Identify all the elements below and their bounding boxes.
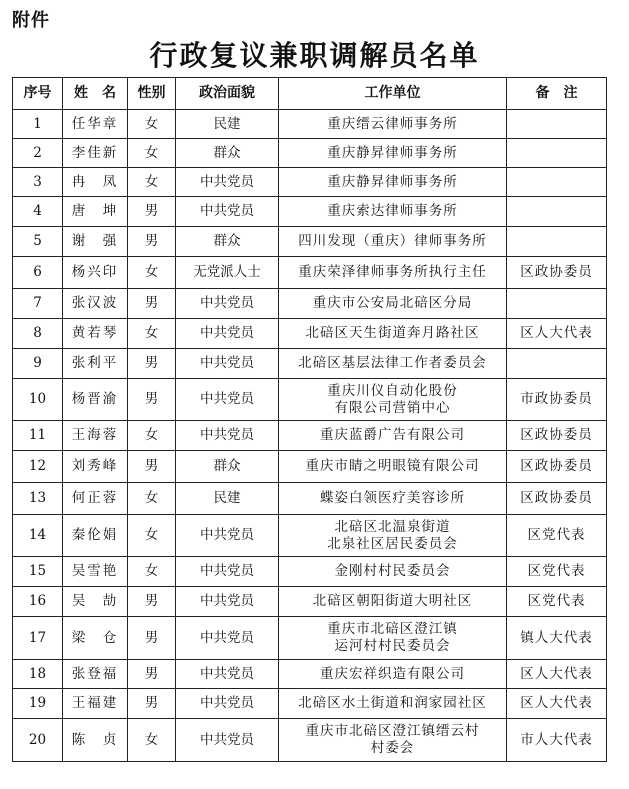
work-unit-line: 重庆市睛之明眼镜有限公司 (305, 458, 480, 474)
cell-work-unit (279, 168, 507, 197)
table-row (13, 110, 607, 139)
table-row (13, 139, 607, 168)
cell-remarks (507, 349, 607, 379)
cell-gender: 女 (128, 319, 176, 349)
cell-serial-number: 8 (13, 319, 63, 349)
table-row (13, 227, 607, 257)
cell-gender: 男 (128, 617, 176, 660)
cell-name: 杨晋渝 (63, 379, 128, 421)
table-row (13, 587, 607, 617)
cell-political-status: 中共党员 (176, 557, 279, 587)
cell-political-status: 中共党员 (176, 168, 279, 197)
cell-political-status: 群众 (176, 227, 279, 257)
work-unit-line: 四川发现（重庆）律师事务所 (298, 233, 487, 249)
cell-serial-number: 11 (13, 421, 63, 451)
cell-political-status: 中共党员 (176, 689, 279, 719)
work-unit-line: 重庆市北碚区澄江镇缙云村 (305, 723, 480, 739)
cell-gender: 男 (128, 379, 176, 421)
table-row (13, 483, 607, 515)
header-name: 姓 名 (63, 78, 128, 110)
header-serial-number: 序号 (13, 78, 63, 110)
cell-work-unit (279, 197, 507, 227)
cell-name: 王福建 (63, 689, 128, 719)
cell-name: 吴 劼 (63, 587, 128, 617)
table-row (13, 197, 607, 227)
cell-serial-number: 2 (13, 139, 63, 168)
table-row (13, 515, 607, 557)
cell-name: 刘秀峰 (63, 451, 128, 483)
cell-remarks: 区党代表 (507, 557, 607, 587)
cell-work-unit (279, 227, 507, 257)
cell-political-status: 中共党员 (176, 319, 279, 349)
work-unit-line: 重庆索达律师事务所 (327, 203, 458, 219)
cell-serial-number: 14 (13, 515, 63, 557)
cell-work-unit (279, 689, 507, 719)
work-unit-line: 重庆静昇律师事务所 (327, 144, 458, 161)
table-row (13, 319, 607, 349)
cell-political-status: 无党派人士 (176, 257, 279, 289)
table-row (13, 451, 607, 483)
cell-gender: 女 (128, 719, 176, 762)
cell-serial-number: 6 (13, 257, 63, 289)
cell-serial-number: 4 (13, 197, 63, 227)
cell-serial-number: 15 (13, 557, 63, 587)
cell-remarks (507, 110, 607, 139)
table-row (13, 257, 607, 289)
work-unit-line: 北碚区北温泉街道 (334, 518, 451, 535)
cell-political-status: 中共党员 (176, 617, 279, 660)
table-body (13, 110, 607, 762)
work-unit-line: 蝶姿白领医疗美容诊所 (320, 490, 465, 506)
cell-gender: 男 (128, 660, 176, 689)
cell-serial-number: 17 (13, 617, 63, 660)
cell-serial-number: 20 (13, 719, 63, 762)
cell-remarks: 区人大代表 (507, 660, 607, 689)
table-row (13, 689, 607, 719)
header-gender: 性别 (128, 78, 176, 110)
cell-gender: 女 (128, 110, 176, 139)
cell-serial-number: 18 (13, 660, 63, 689)
cell-gender: 男 (128, 451, 176, 483)
work-unit-line: 重庆荣泽律师事务所执行主任 (298, 264, 487, 280)
cell-name: 吴雪艳 (63, 557, 128, 587)
work-unit-line: 北碚区基层法律工作者委员会 (298, 355, 487, 371)
work-unit-line: 重庆川仪自动化股份 (327, 382, 458, 399)
cell-political-status: 中共党员 (176, 379, 279, 421)
work-unit-line: 重庆缙云律师事务所 (327, 115, 458, 132)
work-unit-line: 重庆静昇律师事务所 (327, 173, 458, 190)
cell-work-unit (279, 257, 507, 289)
cell-name: 张登福 (63, 660, 128, 689)
cell-political-status: 中共党员 (176, 719, 279, 762)
table-row (13, 349, 607, 379)
header-political-status: 政治面貌 (176, 78, 279, 110)
cell-remarks: 区政协委员 (507, 451, 607, 483)
cell-name: 杨兴印 (63, 257, 128, 289)
cell-remarks (507, 227, 607, 257)
cell-work-unit (279, 483, 507, 515)
cell-political-status: 中共党员 (176, 349, 279, 379)
cell-remarks: 市人大代表 (507, 719, 607, 762)
work-unit-line: 村委会 (370, 740, 415, 756)
cell-name: 张汉波 (63, 289, 128, 319)
cell-gender: 男 (128, 587, 176, 617)
work-unit-line: 重庆市公安局北碚区分局 (312, 295, 473, 311)
table-row (13, 168, 607, 197)
work-unit-line: 金刚村村民委员会 (334, 563, 451, 579)
table-row (13, 617, 607, 660)
cell-political-status: 中共党员 (176, 660, 279, 689)
cell-work-unit (279, 110, 507, 139)
cell-work-unit (279, 421, 507, 451)
work-unit-line: 北碚区天生街道奔月路社区 (305, 325, 480, 341)
table-row (13, 421, 607, 451)
cell-serial-number: 13 (13, 483, 63, 515)
cell-remarks: 市政协委员 (507, 379, 607, 421)
cell-work-unit (279, 660, 507, 689)
work-unit-line: 北碚区水土街道和润家园社区 (298, 695, 487, 711)
cell-serial-number: 5 (13, 227, 63, 257)
table-row (13, 289, 607, 319)
cell-political-status: 中共党员 (176, 587, 279, 617)
cell-name: 张利平 (63, 349, 128, 379)
cell-work-unit (279, 719, 507, 762)
header-remarks: 备 注 (507, 78, 607, 110)
cell-work-unit (279, 139, 507, 168)
cell-work-unit (279, 289, 507, 319)
cell-remarks (507, 168, 607, 197)
work-unit-line: 北泉社区居民委员会 (327, 535, 458, 552)
cell-gender: 女 (128, 515, 176, 557)
cell-gender: 男 (128, 289, 176, 319)
cell-serial-number: 9 (13, 349, 63, 379)
cell-gender: 女 (128, 421, 176, 451)
cell-serial-number: 10 (13, 379, 63, 421)
cell-political-status: 民建 (176, 483, 279, 515)
cell-name: 梁 仓 (63, 617, 128, 660)
cell-name: 任华章 (63, 110, 128, 139)
cell-work-unit (279, 587, 507, 617)
table-header-row (13, 78, 607, 110)
cell-political-status: 中共党员 (176, 515, 279, 557)
cell-remarks (507, 289, 607, 319)
cell-serial-number: 7 (13, 289, 63, 319)
cell-name: 王海蓉 (63, 421, 128, 451)
cell-name: 何正蓉 (63, 483, 128, 515)
cell-serial-number: 3 (13, 168, 63, 197)
cell-serial-number: 1 (13, 110, 63, 139)
cell-work-unit (279, 557, 507, 587)
work-unit-line: 重庆宏祥织造有限公司 (320, 665, 465, 682)
cell-work-unit (279, 451, 507, 483)
cell-work-unit (279, 617, 507, 660)
cell-remarks: 区党代表 (507, 515, 607, 557)
cell-name: 黄若琴 (63, 319, 128, 349)
cell-remarks: 区政协委员 (507, 257, 607, 289)
cell-gender: 女 (128, 139, 176, 168)
cell-gender: 女 (128, 557, 176, 587)
cell-political-status: 中共党员 (176, 197, 279, 227)
cell-serial-number: 16 (13, 587, 63, 617)
work-unit-line: 运河村村民委员会 (334, 638, 451, 654)
work-unit-line: 有限公司营销中心 (334, 399, 451, 416)
cell-political-status: 群众 (176, 451, 279, 483)
cell-work-unit (279, 319, 507, 349)
cell-political-status: 民建 (176, 110, 279, 139)
work-unit-line: 重庆蓝爵广告有限公司 (320, 427, 465, 443)
cell-gender: 男 (128, 689, 176, 719)
cell-gender: 男 (128, 227, 176, 257)
cell-gender: 女 (128, 168, 176, 197)
cell-remarks: 镇人大代表 (507, 617, 607, 660)
cell-serial-number: 12 (13, 451, 63, 483)
table-row (13, 719, 607, 762)
cell-gender: 男 (128, 349, 176, 379)
cell-name: 秦伦娟 (63, 515, 128, 557)
cell-name: 李佳新 (63, 139, 128, 168)
work-unit-line: 北碚区朝阳街道大明社区 (312, 593, 473, 609)
table-row (13, 379, 607, 421)
cell-remarks (507, 139, 607, 168)
cell-remarks (507, 197, 607, 227)
attachment-label: 附件 (12, 10, 50, 31)
mediator-roster-table (12, 77, 607, 762)
cell-gender: 女 (128, 257, 176, 289)
cell-remarks: 区人大代表 (507, 319, 607, 349)
cell-gender: 女 (128, 483, 176, 515)
cell-political-status: 中共党员 (176, 421, 279, 451)
cell-political-status: 群众 (176, 139, 279, 168)
work-unit-line: 重庆市北碚区澄江镇 (327, 621, 458, 637)
cell-name: 冉 凤 (63, 168, 128, 197)
cell-gender: 男 (128, 197, 176, 227)
cell-political-status: 中共党员 (176, 289, 279, 319)
cell-work-unit (279, 515, 507, 557)
cell-work-unit (279, 349, 507, 379)
cell-name: 唐 坤 (63, 197, 128, 227)
cell-work-unit (279, 379, 507, 421)
cell-remarks: 区人大代表 (507, 689, 607, 719)
cell-name: 谢 强 (63, 227, 128, 257)
table-row (13, 660, 607, 689)
cell-remarks: 区政协委员 (507, 483, 607, 515)
table-row (13, 557, 607, 587)
header-work-unit: 工作单位 (279, 78, 507, 110)
cell-remarks: 区党代表 (507, 587, 607, 617)
cell-name: 陈 贞 (63, 719, 128, 762)
cell-serial-number: 19 (13, 689, 63, 719)
cell-remarks: 区政协委员 (507, 421, 607, 451)
document-title: 行政复议兼职调解员名单 (149, 39, 480, 72)
